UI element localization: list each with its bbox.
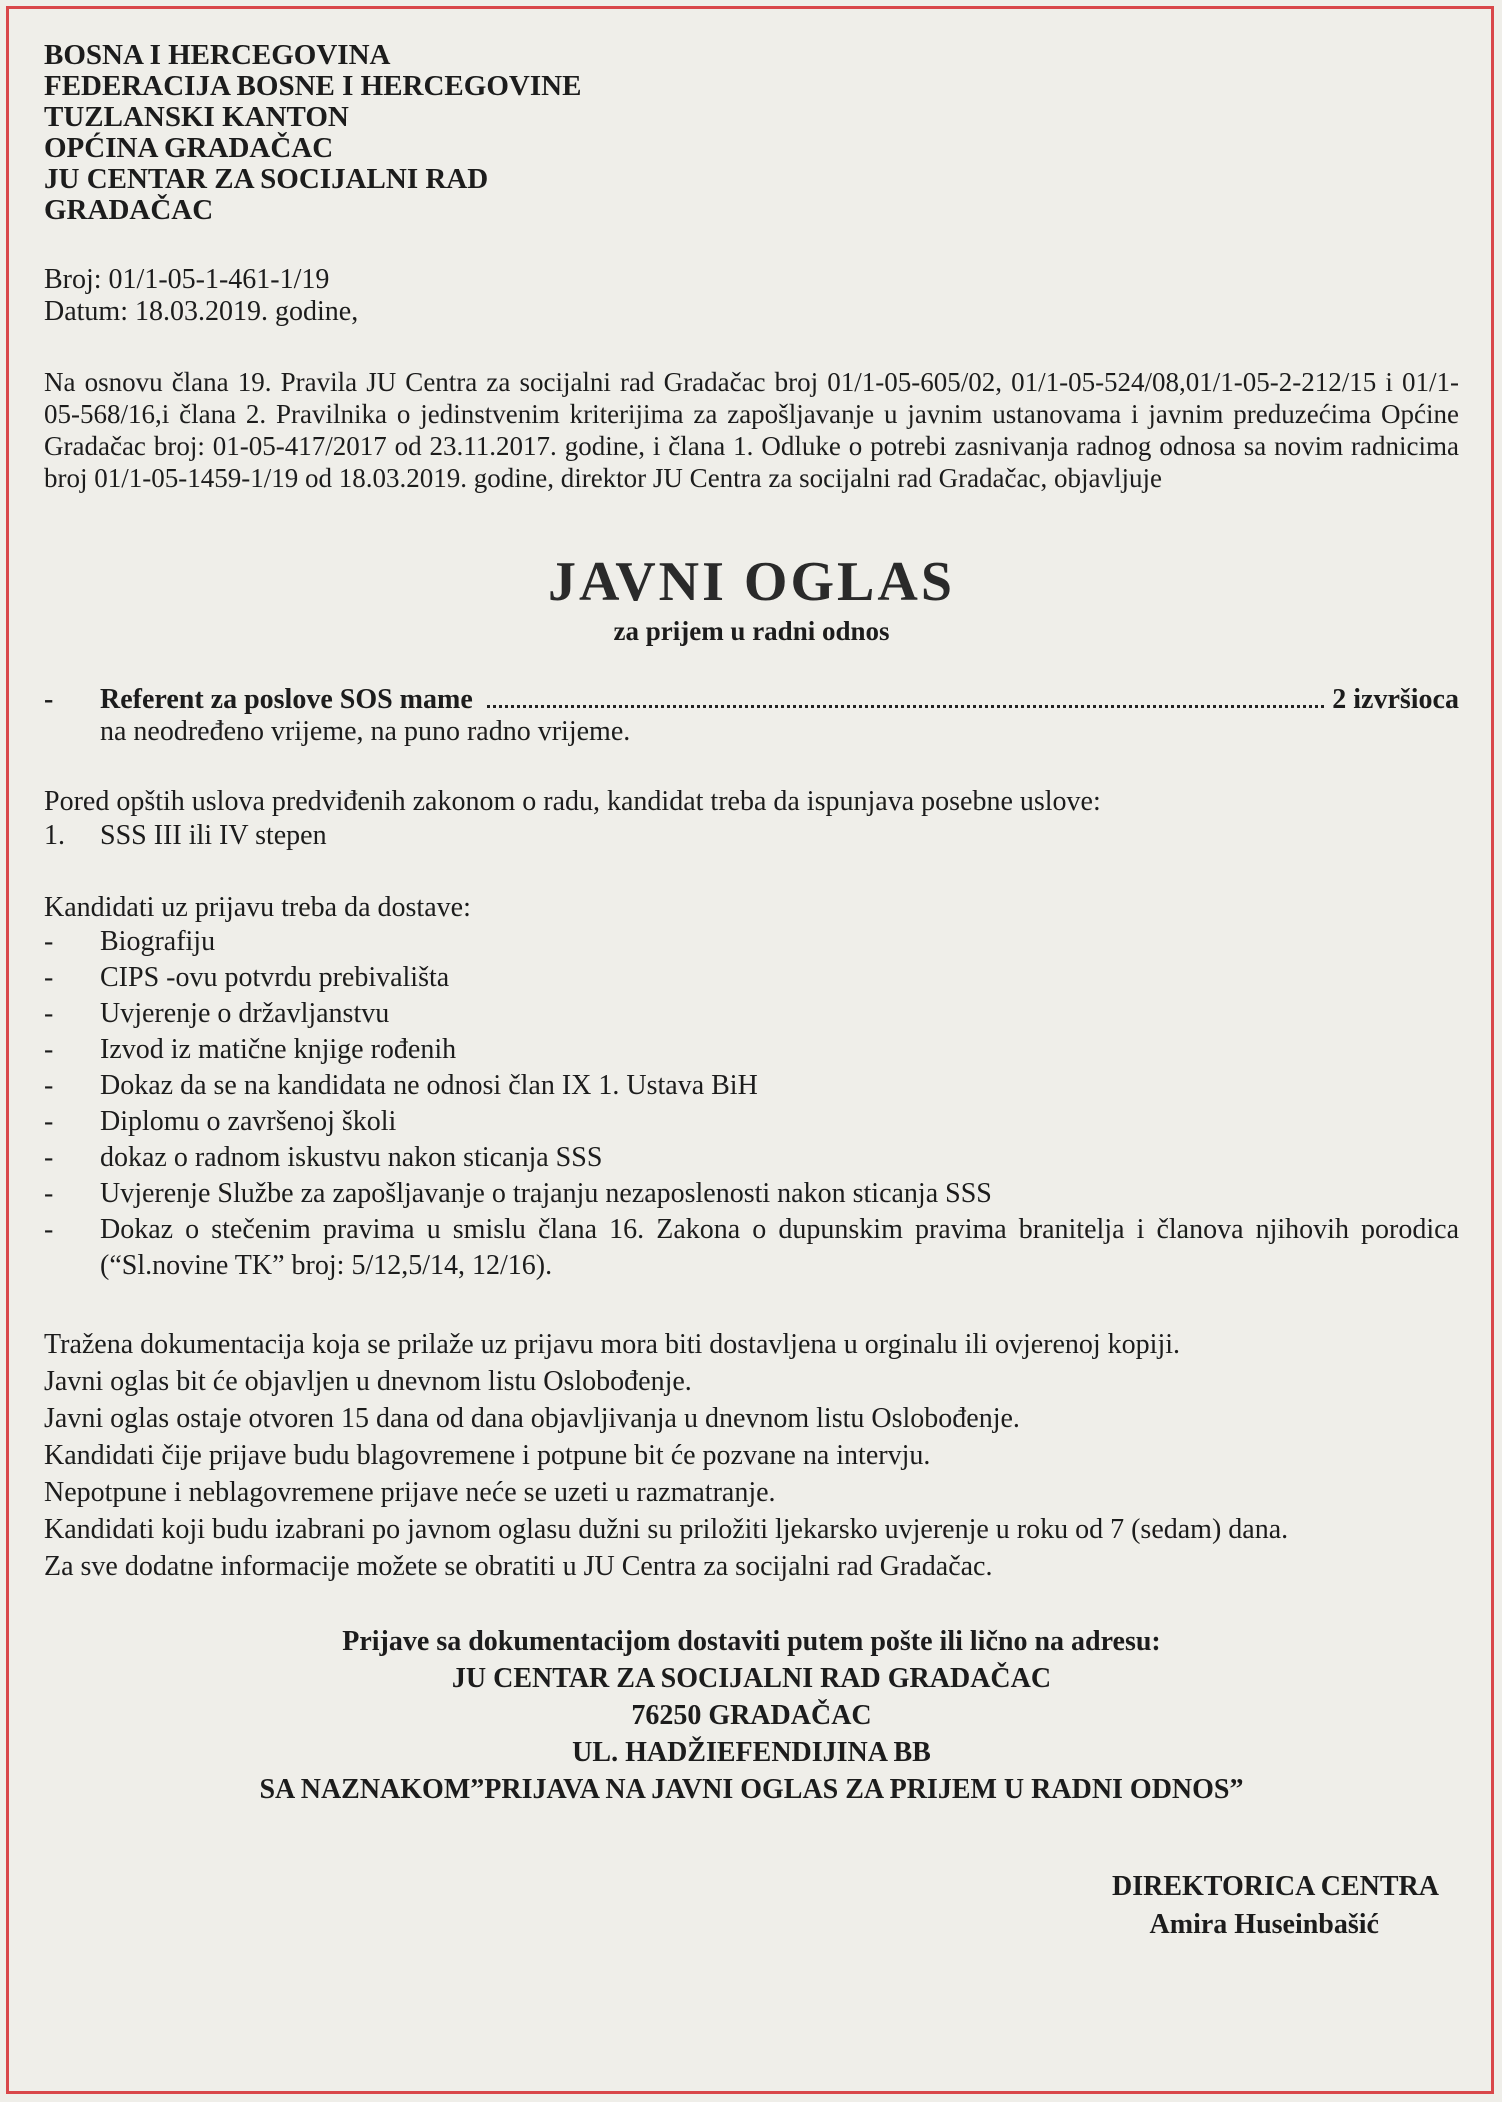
list-item	[44, 1032, 1459, 1068]
position-terms: na neodređeno vrijeme, na puno radno vrijeme.	[100, 716, 631, 747]
list-item	[44, 960, 1459, 996]
position-row	[44, 684, 1459, 716]
list-text: dokaz o radnom iskustvu nakon sticanja SSS	[100, 1142, 603, 1173]
list-item	[44, 818, 1459, 854]
notice-title: JAVNI OGLAS	[548, 551, 955, 613]
note-line: Kandidati koji budu izabrani po javnom oglasu dužni su priložiti ljekarsko uvjerenje u roku od 7 (sedam) dana.	[44, 1514, 1289, 1545]
issuer-header	[44, 40, 1459, 226]
note-line: Javni oglas bit će objavljen u dnevnom listu Oslobođenje.	[44, 1366, 692, 1397]
list-text: Biografiju	[100, 926, 216, 957]
header-line: FEDERACIJA BOSNE I HERCEGOVINE	[44, 70, 582, 102]
list-item	[44, 1176, 1459, 1212]
header-line: OPĆINA GRADAČAC	[44, 132, 334, 164]
list-marker: -	[44, 1142, 54, 1173]
list-item	[44, 1140, 1459, 1176]
signature-block	[44, 1868, 1459, 1944]
intro-paragraph: Na osnovu člana 19. Pravila JU Centra za socijalni rad Gradačac broj 01/1-05-605/02, 01/1-05-524/08,01/1-05-2-212/15 i 01/1-05-568/16,i člana 2. Pravilnika o jedinstvenim kriterijima za zapošljavanje u javnim ustanovama i javnim preduzećima Općine Gradačac broj: 01-05-417/2017 od 23.11.2017. godine, i člana 1. Odluke o potrebi zasnivanja radnog odnosa sa novim radnicima broj 01/1-05-1459-1/19 od 18.03.2019. godine, direktor JU Centra za socijalni rad Gradačac, objavljuje	[44, 367, 1459, 493]
list-text: Izvod iz matične knjige rođenih	[100, 1034, 457, 1065]
list-item	[44, 1068, 1459, 1104]
note-line: Javni oglas ostaje otvoren 15 dana od dana objavljivanja u dnevnom listu Oslobođenje.	[44, 1403, 1020, 1434]
note-line: Tražena dokumentacija koja se prilaže uz prijavu mora biti dostavljena u orginalu ili ovjerenoj kopiji.	[44, 1329, 1181, 1360]
list-marker: -	[44, 1106, 54, 1137]
address-line: 76250 GRADAČAC	[631, 1700, 872, 1731]
dot-leader	[487, 705, 1325, 708]
list-text: Diplomu o završenoj školi	[100, 1106, 397, 1137]
notice-subtitle: za prijem u radni odnos	[613, 616, 890, 646]
list-marker: -	[44, 962, 54, 993]
header-line: JU CENTAR ZA SOCIJALNI RAD	[44, 163, 489, 195]
list-text: CIPS -ovu potvrdu prebivališta	[100, 962, 450, 993]
documents-intro: Kandidati uz prijavu treba da dostave:	[44, 892, 471, 923]
address-line: SA NAZNAKOM”PRIJAVA NA JAVNI OGLAS ZA PRIJEM U RADNI ODNOS”	[259, 1774, 1244, 1805]
address-line: JU CENTAR ZA SOCIJALNI RAD GRADAČAC	[451, 1663, 1052, 1694]
list-text: SSS III ili IV stepen	[100, 820, 327, 851]
list-item	[44, 1104, 1459, 1140]
conditions-list	[44, 818, 1459, 854]
header-line: TUZLANSKI KANTON	[44, 101, 349, 133]
header-line: GRADAČAC	[44, 194, 214, 226]
note-line: Nepotpune i neblagovremene prijave neće se uzeti u razmatranje.	[44, 1477, 776, 1508]
address-line: Prijave sa dokumentacijom dostaviti putem pošte ili lično na adresu:	[342, 1626, 1161, 1657]
submission-address	[44, 1623, 1459, 1808]
position-name: Referent za poslove SOS mame	[100, 684, 473, 715]
reference-block	[44, 264, 1459, 328]
documents-list	[44, 924, 1459, 1284]
document	[44, 40, 1459, 1944]
notes-block	[44, 1326, 1459, 1585]
note-line: Kandidati čije prijave budu blagovremene i potpune bit će pozvane na intervju.	[44, 1440, 931, 1471]
list-text: Uvjerenje o državljanstvu	[100, 998, 390, 1029]
list-marker: -	[44, 1034, 54, 1065]
list-marker: -	[44, 998, 54, 1029]
list-marker: 1.	[44, 820, 65, 851]
list-text: Dokaz da se na kandidata ne odnosi član IX 1. Ustava BiH	[100, 1070, 758, 1101]
position-dash: -	[44, 684, 54, 715]
list-marker: -	[44, 1070, 54, 1101]
list-item	[44, 1212, 1459, 1284]
list-item	[44, 924, 1459, 960]
header-line: BOSNA I HERCEGOVINA	[44, 39, 391, 71]
list-item	[44, 996, 1459, 1032]
list-text: Dokaz o stečenim pravima u smislu člana 16. Zakona o dupunskim pravima branitelja i članova njihovih porodica (“Sl.novine TK” broj: 5/12,5/14, 12/16).	[100, 1214, 1459, 1281]
list-text: Uvjerenje Službe za zapošljavanje o trajanju nezaposlenosti nakon sticanja SSS	[100, 1178, 992, 1209]
signature-name: Amira Huseinbašić	[1149, 1909, 1379, 1940]
reference-number: Broj: 01/1-05-1-461-1/19	[44, 264, 330, 295]
conditions-intro: Pored opštih uslova predviđenih zakonom o radu, kandidat treba da ispunjava posebne uslove:	[44, 786, 1101, 817]
reference-date: Datum: 18.03.2019. godine,	[44, 296, 359, 327]
list-marker: -	[44, 1178, 54, 1209]
signature-title: DIREKTORICA CENTRA	[1112, 1871, 1439, 1902]
note-line: Za sve dodatne informacije možete se obratiti u JU Centra za socijalni rad Gradačac.	[44, 1551, 993, 1582]
list-marker: -	[44, 926, 54, 957]
position-count: 2 izvršioca	[1332, 684, 1459, 715]
list-marker: -	[44, 1214, 54, 1245]
address-line: UL. HADŽIEFENDIJINA BB	[572, 1737, 931, 1768]
